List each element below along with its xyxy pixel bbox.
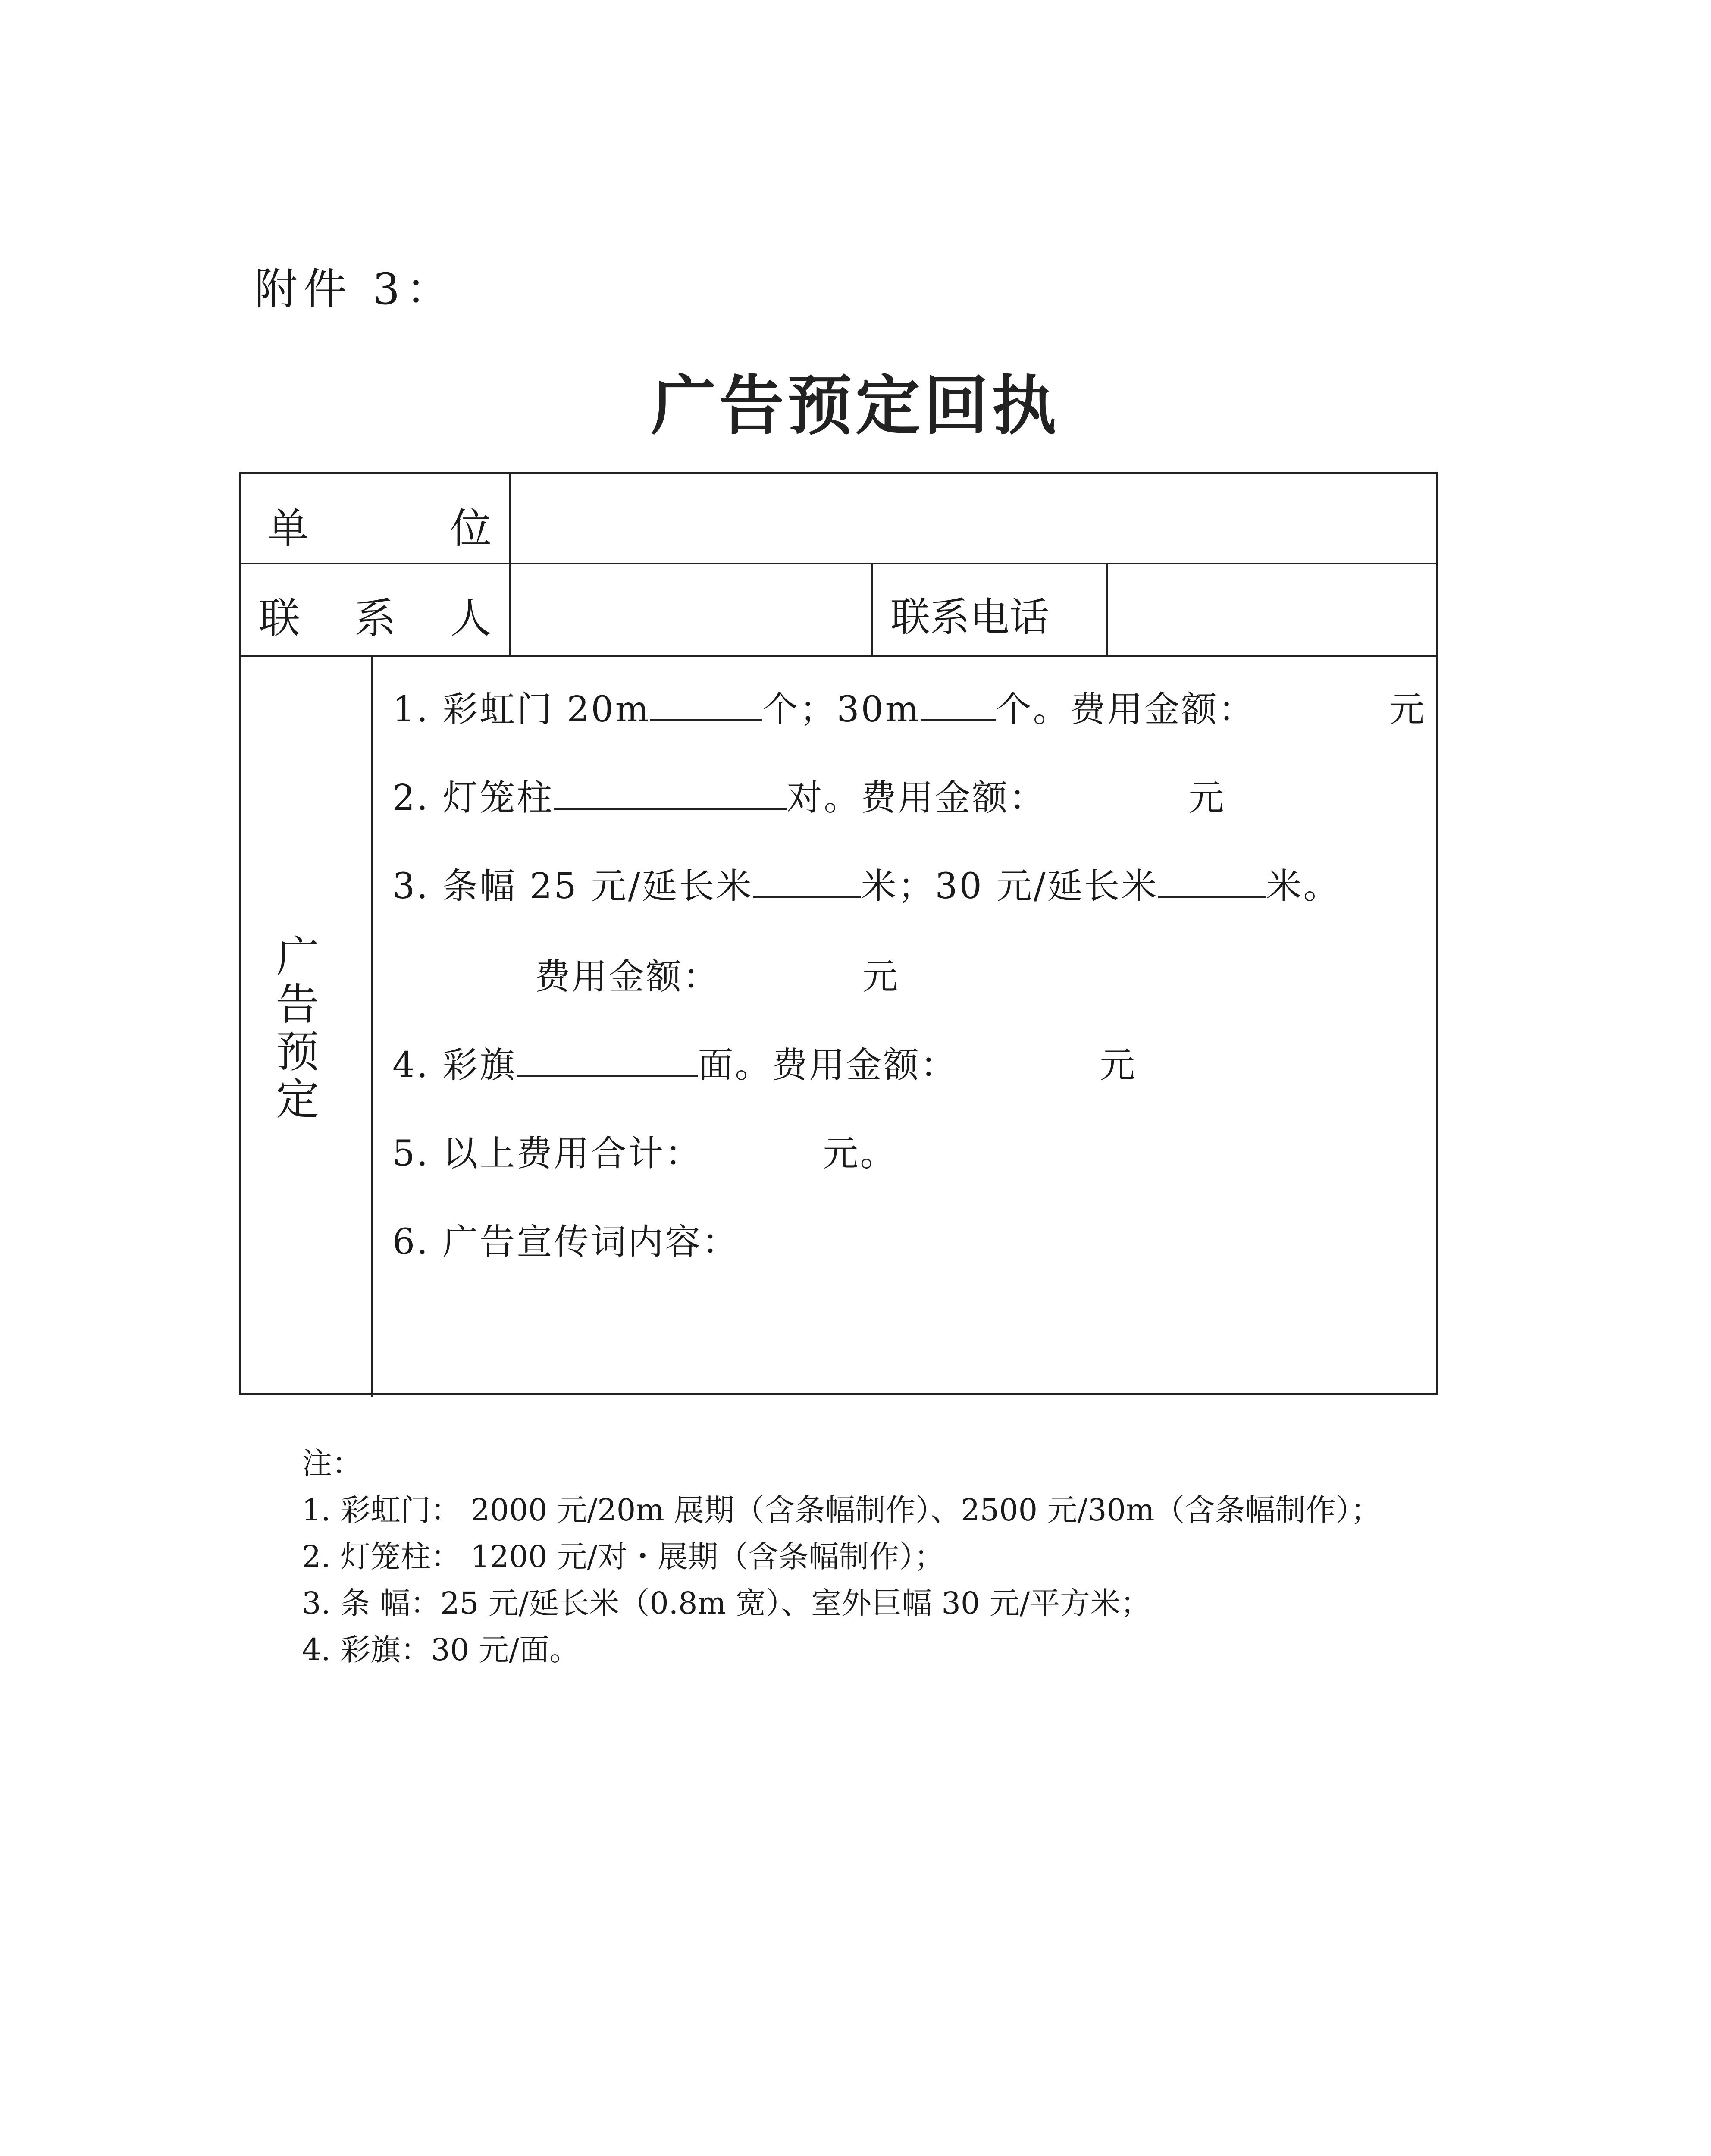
item-5-text-b: 元。 bbox=[823, 1133, 897, 1174]
unit-label-char-1: 单 bbox=[267, 505, 309, 553]
item-1-text-c: 个。费用金额： bbox=[996, 689, 1256, 730]
item-3-text-c: 米。 bbox=[1266, 866, 1341, 907]
phone-label-right-divider bbox=[1106, 563, 1108, 655]
section-label-char-3: 预 bbox=[276, 1027, 319, 1077]
contact-label-char-2: 系 bbox=[354, 594, 396, 642]
notes-heading: 注： bbox=[302, 1446, 362, 1481]
section-label-char-4: 定 bbox=[276, 1074, 319, 1125]
attachment-label: 附件 3： bbox=[254, 264, 455, 314]
item-1-text-a: 1. 彩虹门 20m bbox=[392, 689, 651, 730]
note-line-4: 4. 彩旗：30 元/面。 bbox=[302, 1632, 580, 1667]
contact-label-char-3: 人 bbox=[450, 594, 492, 642]
item-total bbox=[392, 1125, 897, 1176]
page-title: 广告预定回执 bbox=[651, 369, 1060, 444]
ad-booking-section-label bbox=[274, 934, 321, 1123]
label-column-divider bbox=[509, 474, 511, 655]
item-color-flag bbox=[392, 1037, 1137, 1087]
ad-copy-field[interactable] bbox=[379, 1268, 1432, 1388]
item-4-text-b: 面。费用金额： bbox=[698, 1045, 958, 1086]
item-5-text-a: 5. 以上费用合计： bbox=[392, 1133, 702, 1174]
banner-30-qty-blank[interactable] bbox=[1158, 862, 1266, 898]
contact-person-label bbox=[259, 586, 492, 645]
item-1-text-d: 元 bbox=[1389, 689, 1426, 730]
item-2-text-c: 元 bbox=[1188, 777, 1226, 818]
booking-form-table bbox=[239, 472, 1438, 1395]
item-6-text: 6. 广告宣传词内容： bbox=[392, 1222, 740, 1263]
note-line-2: 2. 灯笼柱： 1200 元/对・展期（含条幅制作）； bbox=[302, 1539, 945, 1574]
item-ad-copy bbox=[392, 1214, 739, 1264]
item-4-text-c: 元 bbox=[1100, 1045, 1137, 1086]
lantern-pillar-qty-blank[interactable] bbox=[554, 774, 787, 810]
section-column-divider bbox=[371, 655, 373, 1397]
phone-field[interactable] bbox=[1110, 567, 1432, 653]
unit-label-char-2: 位 bbox=[450, 505, 492, 553]
item-lantern-pillar bbox=[392, 770, 1225, 820]
phone-label-left-divider bbox=[871, 563, 873, 655]
row-divider-1 bbox=[241, 563, 1436, 564]
unit-label bbox=[267, 496, 492, 555]
section-label-char-1: 广 bbox=[276, 932, 319, 982]
item-rainbow-arch bbox=[392, 681, 1426, 732]
color-flag-qty-blank[interactable] bbox=[517, 1041, 698, 1077]
note-line-1: 1. 彩虹门： 2000 元/20m 展期（含条幅制作）、2500 元/30m（含条幅制作）； bbox=[302, 1492, 1381, 1528]
contact-label-char-1: 联 bbox=[259, 594, 300, 642]
item-banner bbox=[392, 858, 1340, 909]
unit-field[interactable] bbox=[513, 479, 1432, 561]
item-3-text-e: 元 bbox=[862, 956, 900, 997]
item-4-text-a: 4. 彩旗 bbox=[392, 1045, 517, 1086]
note-line-3: 3. 条 幅：25 元/延长米（0.8m 宽）、室外巨幅 30 元/平方米； bbox=[302, 1586, 1151, 1621]
section-label-char-2: 告 bbox=[276, 979, 319, 1030]
item-1-text-b: 个；30m bbox=[762, 689, 921, 730]
notes-section bbox=[302, 1440, 1381, 1673]
item-3-text-d: 费用金额： bbox=[535, 956, 721, 997]
item-3-text-a: 3. 条幅 25 元/延长米 bbox=[392, 866, 753, 907]
row-divider-2 bbox=[241, 655, 1436, 657]
item-banner-amount bbox=[535, 949, 899, 999]
item-2-text-a: 2. 灯笼柱 bbox=[392, 777, 554, 818]
phone-label: 联系电话 bbox=[890, 594, 1050, 640]
item-3-text-b: 米；30 元/延长米 bbox=[861, 866, 1159, 907]
banner-25-qty-blank[interactable] bbox=[753, 862, 861, 898]
item-2-text-b: 对。费用金额： bbox=[787, 777, 1047, 818]
rainbow-arch-30m-qty-blank[interactable] bbox=[921, 686, 996, 721]
rainbow-arch-20m-qty-blank[interactable] bbox=[650, 686, 762, 721]
contact-person-field[interactable] bbox=[513, 567, 869, 653]
